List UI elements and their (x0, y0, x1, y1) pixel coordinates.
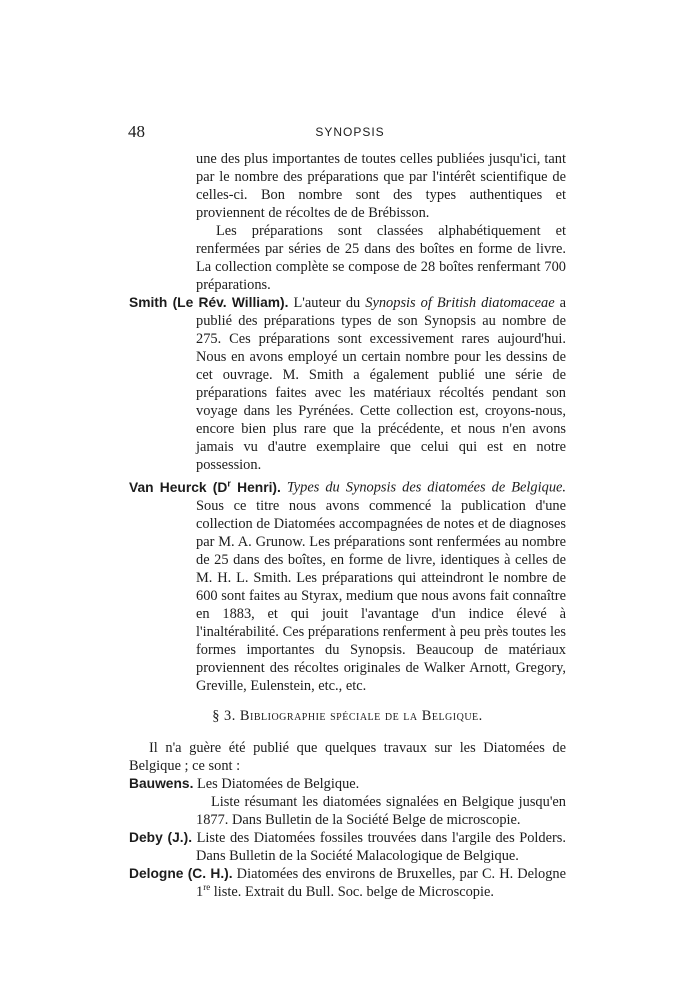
biblio-text: Liste des Diatomées fossiles trouvées dans l'argile des Polders. Dans Bulletin de la Société Malacologique de Belgique. (192, 829, 567, 864)
biblio-title: Les Diatomées de Belgique. (193, 775, 360, 792)
collection-paragraph: Les préparations sont classées alphabétiquement et renfermées par séries de 25 dans des boîtes en forme de livre. La collection complète se compose de 28 boîtes renfermant 700 préparations. (196, 223, 566, 293)
biblio-bauwens-note: Liste résumant les diatomées signalées en Belgique jusqu'en 1877. Dans Bulletin de la Société Belge de microscopie. (196, 793, 566, 828)
entry-name: Smith (Le Rév. William). (129, 295, 289, 310)
biblio-bauwens (129, 775, 566, 793)
page-body (129, 150, 566, 901)
entry-text: L'auteur du Synopsis of British diatomaceae a publié des préparations types de son Synopsis au nombre de 275. Ces préparations sont excessivement rares aujourd'hui. Nous en avons employé un certain nombre pour les dessins de cet ouvrage. M. Smith a également publié une série de préparations faites avec les matériaux récoltés pendant son voyage dans les Pyrénées. Cette collection est, croyons-nous, encore bien plus rare que la précédente, et nous n'en avons jamais vu d'autre exemplaire que celui qui est en notre possession. (196, 295, 566, 473)
continuation-block (129, 150, 566, 294)
continuation-paragraph: une des plus importantes de toutes celles publiées jusqu'ici, tant par le nombre des préparations que par l'intérêt scientifique de celles-ci. Bon nombre sont des types authentiques et proviennent de récoltes de de Brébisson. (196, 151, 566, 221)
biblio-name: Deby (J.). (129, 829, 193, 845)
entry-name: Van Heurck ($D^r$ Henri). (129, 478, 281, 495)
section-intro: Il n'a guère été publié que quelques travaux sur les Diatomées de Belgique ; ce sont : (129, 739, 566, 774)
biblio-deby (129, 829, 566, 865)
entry-text: Types du Synopsis des diatomées de Belgique. Sous ce titre nous avons commencé la publication d'une collection de Diatomées accompagnées de notes et de diagnoses par M. A. Grunow. Les préparations sont renfermées au nombre de 25 dans des boîtes, en forme de livre, identiques à celles de M. H. L. Smith. Les préparations qui atteindront le nombre de 600 sont faites au Styrax, medium que nous avons fait connaître en 1883, et qui jouit l'avantage d'un indice élevé à l'inaltérabilité. Ces préparations renferment à peu près toutes les formes importantes du Synopsis. Beaucoup de matériaux proviennent des récoltes originales de Walker Arnott, Gregory, Greville, Eulenstein, etc., etc. (196, 479, 566, 694)
biblio-name: Delogne (C. H.). (129, 865, 233, 881)
biblio-name: Bauwens. (129, 775, 194, 791)
section-heading: § 3. Bibliographie spéciale de la Belgique. (212, 707, 483, 724)
page-number: 48 (128, 122, 145, 141)
biblio-text: Diatomées des environs de Bruxelles, par C. H. Delogne 1re liste. Extrait du Bull. Soc. belge de Microscopie. (196, 865, 566, 900)
running-head: SYNOPSIS (315, 125, 385, 139)
entry-smith (129, 294, 566, 474)
entry-van-heurck (129, 474, 566, 695)
biblio-delogne (129, 865, 566, 901)
